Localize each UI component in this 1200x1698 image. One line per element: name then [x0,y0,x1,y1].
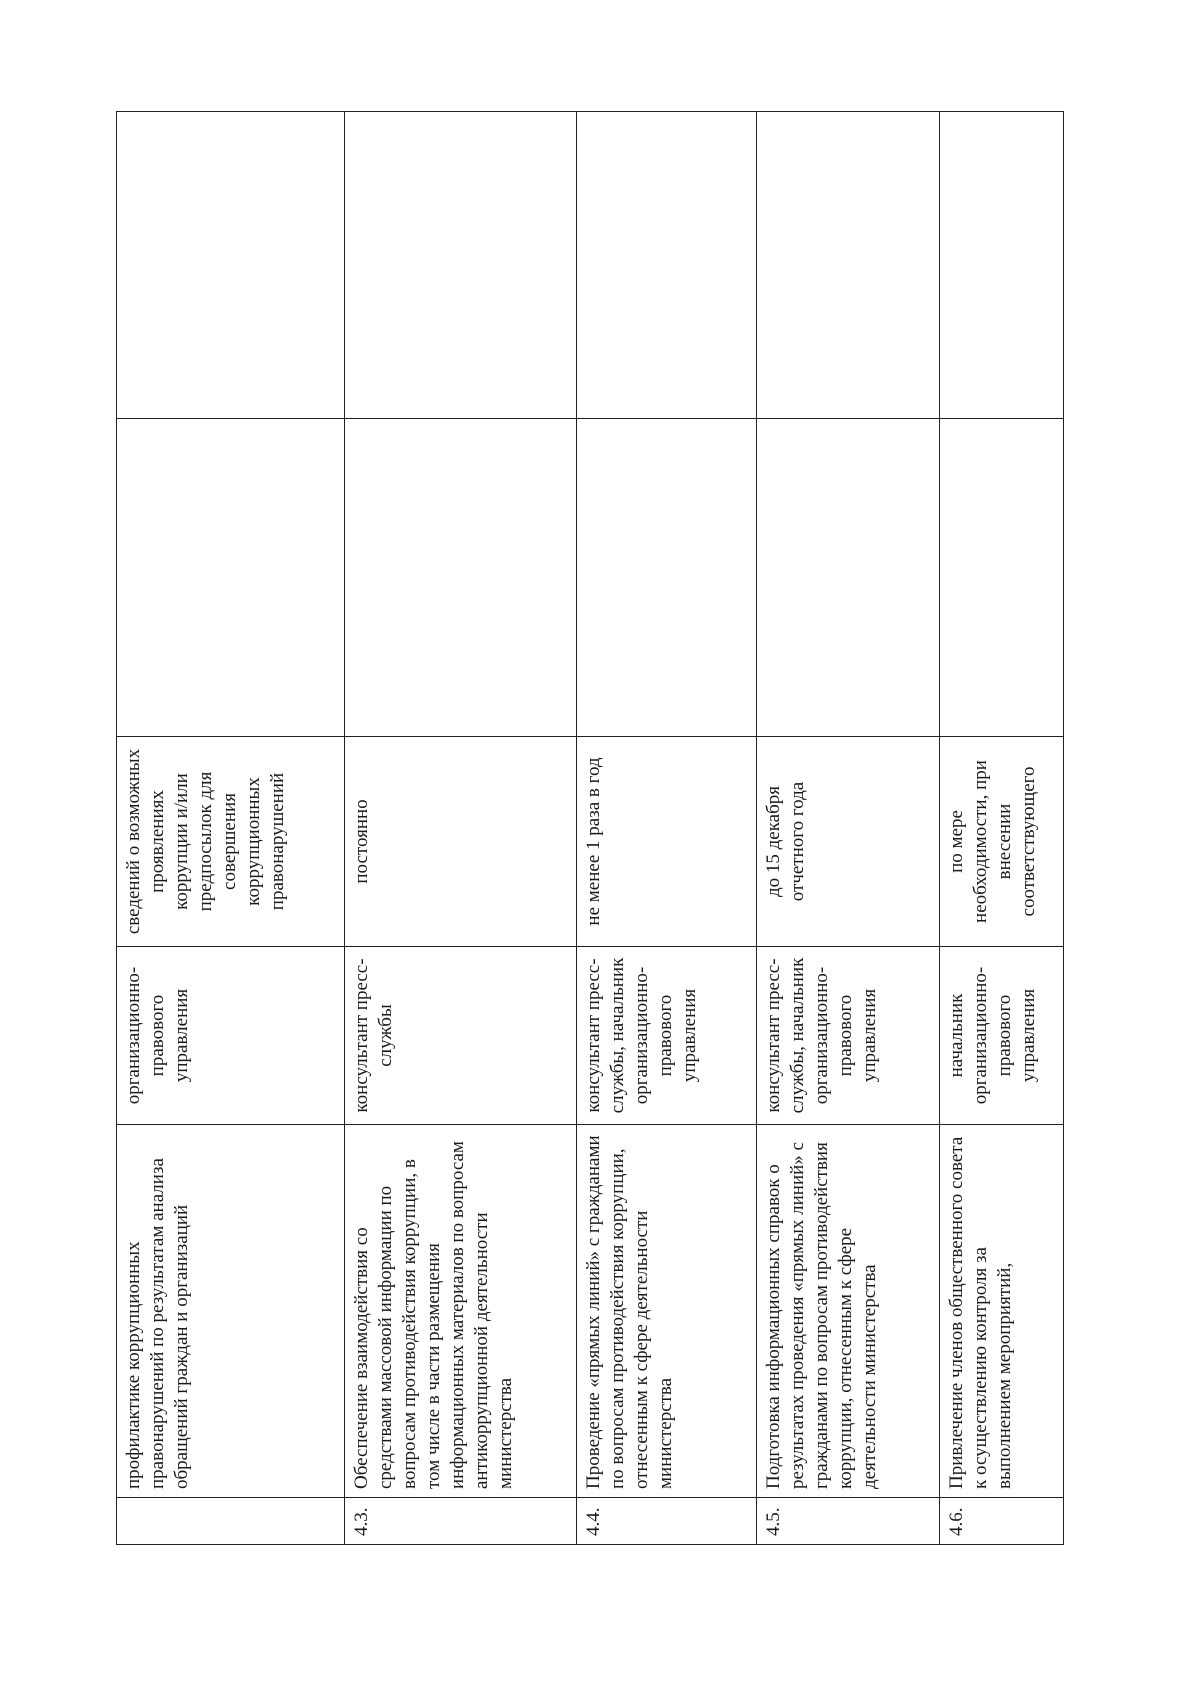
row-number: 4.3. [345,1498,577,1545]
row-number: 4.6. [940,1498,1064,1545]
result-cell [757,419,940,737]
event-cell: Проведение «прямых линий» с гражданами по вопросам противодействия коррупции, отнесенным к сфере деятельности министерства [577,1125,757,1498]
result-cell [577,419,757,737]
table-row [345,112,577,1545]
table-row [757,112,940,1545]
responsible-cell: консультант пресс-службы, начальник организационно-правового управления [757,947,940,1125]
deadline-cell: сведений о возможных проявлениях коррупции и/или предпосылок для совершения коррупционных правонарушений [117,737,345,947]
responsible-cell: консультант пресс-службы, начальник организационно-правового управления [577,947,757,1125]
deadline-cell: по мере необходимости, при внесении соответствующего [940,737,1064,947]
event-cell: Подготовка информационных справок о результатах проведения «прямых линий» с гражданами по вопросам противодействия коррупции, отнесенным к сфере деятельности министерства [757,1125,940,1498]
responsible-cell: организационно-правового управления [117,947,345,1125]
responsible-cell: консультант пресс-службы [345,947,577,1125]
notes-cell [117,112,345,419]
event-cell: профилактике коррупционных правонарушений по результатам анализа обращений граждан и организаций [117,1125,345,1498]
deadline-cell: до 15 декабря отчетного года [757,737,940,947]
rotated-plan-table [116,112,1063,1545]
result-cell [940,419,1064,737]
result-cell [345,419,577,737]
deadline-cell: постоянно [345,737,577,947]
deadline-cell: не менее 1 раза в год [577,737,757,947]
table-row [117,112,345,1545]
table-row [940,112,1064,1545]
notes-cell [577,112,757,419]
notes-cell [345,112,577,419]
anticorruption-measures-table [116,111,1064,1545]
row-number [117,1498,345,1545]
responsible-cell: начальник организационно-правового управления [940,947,1064,1125]
event-cell: Обеспечение взаимодействия со средствами массовой информации по вопросам противодействия коррупции, в том числе в части размещения информационных материалов по вопросам антикоррупционной деятельности министерства [345,1125,577,1498]
result-cell [117,419,345,737]
row-number: 4.4. [577,1498,757,1545]
event-cell: Привлечение членов общественного совета к осуществлению контроля за выполнением мероприятий, [940,1125,1064,1498]
notes-cell [940,112,1064,419]
table-row [577,112,757,1545]
notes-cell [757,112,940,419]
row-number: 4.5. [757,1498,940,1545]
